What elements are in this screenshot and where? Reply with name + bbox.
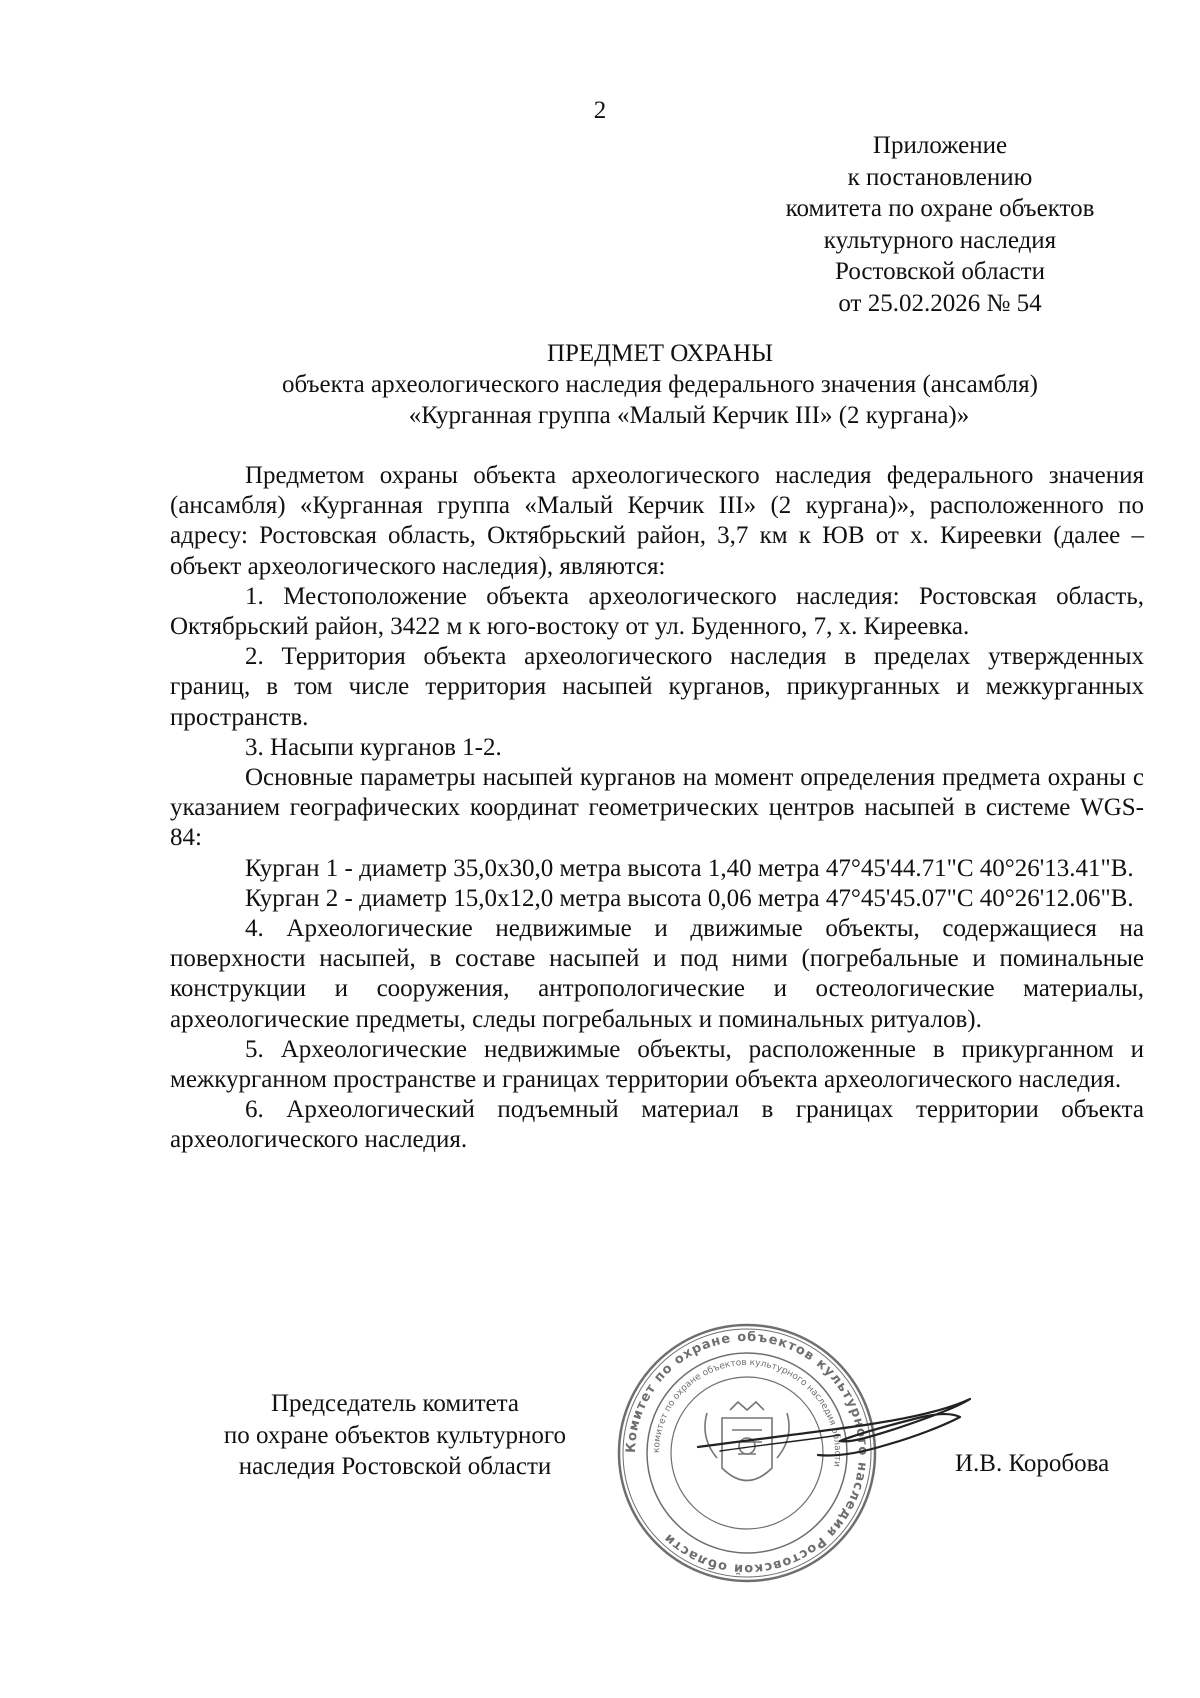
item-archaeological-objects: 4. Археологические недвижимые и движимые объекты, содержащиеся на поверхности насыпей, в составе насыпей и под ними (погребальные и поминальные конструкции и сооружения, антропологические и остеологические материалы, археологические предметы, следы погребальных и поминальных ритуалов). xyxy=(170,915,1144,1033)
title-line: «Курганная группа «Малый Керчик III» (2 кургана)» xyxy=(408,402,970,429)
item-surface-material: 6. Археологический подъемный материал в границах территории объекта археологического наследия. xyxy=(170,1096,1144,1154)
kurgan-2-paragraph: Курган 2 - диаметр 15,0х12,0 метра высота 0,06 метра 47°45'45.07"С 40°26'12.06"В. xyxy=(245,884,1134,912)
item-location: 1. Местоположение объекта археологического наследия: Ростовская область, Октябрьский район, 3422 м к юго-востоку от ул. Буденного, 7, х. Киреевка. xyxy=(170,582,1144,641)
item-immovable-objects: 5. Археологические недвижимые объекты, расположенные в прикурганном и межкурганном пространстве и границах территории объекта археологического наследия. xyxy=(170,1035,1144,1094)
signatory-line: наследия Ростовской области xyxy=(238,1453,552,1480)
mound-parameters-paragraph: Основные параметры насыпей курганов на момент определения предмета охраны с указанием географических координат геометрических центров насыпей в системе WGS-84: xyxy=(170,764,1144,852)
appendix-line: культурного наследия xyxy=(823,226,1057,254)
item-territory: 2. Территория объекта археологического наследия в пределах утвержденных границ, в том числе территория насыпей курганов, прикурганных и межкурганных пространств. xyxy=(170,643,1144,731)
title-heading: ПРЕДМЕТ ОХРАНЫ xyxy=(546,340,774,367)
signatory-line: Председатель комитета xyxy=(271,1390,519,1417)
seal-outer-text: Комитет по охране объектов культурного наследия Ростовской области xyxy=(623,1329,871,1577)
signatory-title xyxy=(185,1388,605,1483)
appendix-line: Ростовской области xyxy=(835,258,1045,285)
document-body xyxy=(170,461,1144,1156)
handwritten-signature xyxy=(690,1385,980,1475)
intro-paragraph: Предметом охраны объекта археологического наследия федерального значения (ансамбля) «Курганная группа «Малый Керчик III» (2 кургана)», расположенного по адресу: Ростовская область, Октябрьский район, 3,7 км к ЮВ от х. Киреевки (далее – объект археологического наследия), являются: xyxy=(170,462,1144,580)
signer-name: И.В. Коробова xyxy=(955,1450,1110,1477)
appendix-line: Приложение xyxy=(872,132,1008,159)
seal-inner-text: комитет по охране объектов культурного наследия области xyxy=(651,1357,843,1468)
page-number: 2 xyxy=(593,97,607,124)
appendix-block xyxy=(720,130,1160,319)
document-title xyxy=(150,338,1170,431)
kurgan-1-paragraph: Курган 1 - диаметр 35,0х30,0 метра высота 1,40 метра 47°45'44.71"С 40°26'13.41"В. xyxy=(245,854,1134,882)
appendix-line: к постановлению xyxy=(847,163,1033,191)
appendix-line: от 25.02.2026 № 54 xyxy=(838,289,1042,317)
appendix-line: комитета по охране объектов xyxy=(785,195,1095,222)
item-mounds: 3. Насыпи курганов 1-2. xyxy=(245,733,502,761)
title-line: объекта археологического наследия федерального значения (ансамбля) xyxy=(282,371,1038,398)
signatory-line: по охране объектов культурного xyxy=(223,1421,567,1449)
